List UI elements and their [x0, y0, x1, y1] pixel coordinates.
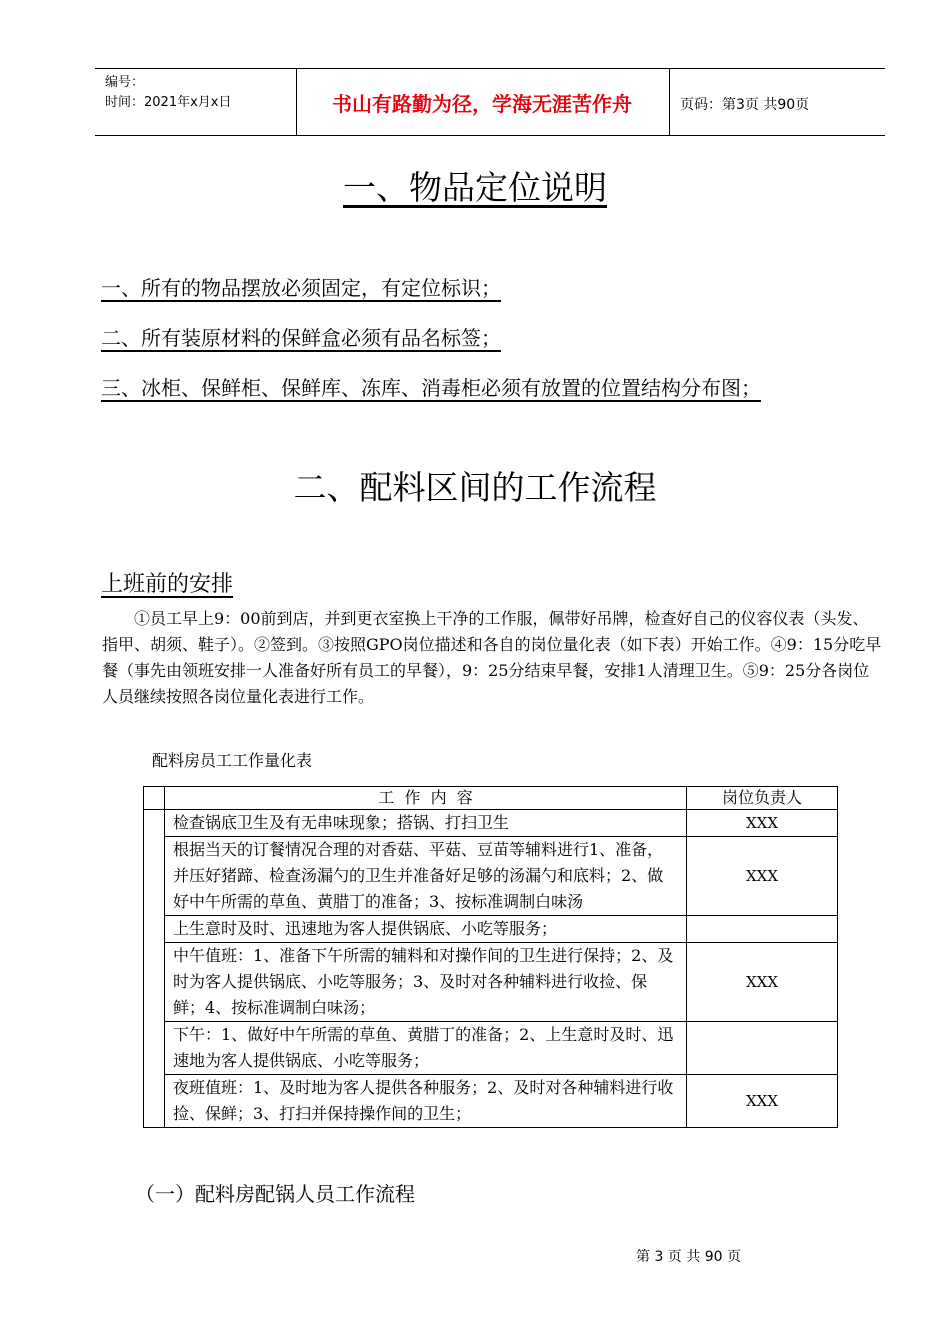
- table-header-person: 岗位负责人: [687, 787, 838, 810]
- table-row: [144, 1022, 838, 1075]
- table-cell-person: XXX: [687, 943, 838, 1022]
- table-cell-person: XXX: [687, 810, 838, 837]
- header-meta: [105, 73, 295, 113]
- table-index-cell: [144, 810, 165, 1128]
- header-motto: 书山有路勤为径，学海无涯苦作舟: [332, 91, 632, 116]
- table-cell-person: XXX: [687, 837, 838, 916]
- rule-item: 三、冰柜、保鲜柜、保鲜库、冻库、消毒柜必须有放置的位置结构分布图；: [101, 376, 761, 400]
- table-cell-content: 下午：1、做好中午所需的草鱼、黄腊丁的准备；2、上生意时及时、迅速地为客人提供锅底、小吃等服务；: [165, 1022, 687, 1075]
- table-cell-content: 检查锅底卫生及有无串味现象；搭锅、打扫卫生: [165, 810, 687, 837]
- table-row: [144, 943, 838, 1022]
- table-index-header: [144, 787, 165, 810]
- table-header-row: [144, 787, 838, 810]
- header-number-label: 编号：: [105, 75, 145, 90]
- page-footer: 第 3 页 共 90 页: [636, 1249, 741, 1265]
- table-cell-person: [687, 1022, 838, 1075]
- table-caption: 配料房员工工作量化表: [152, 751, 313, 770]
- page-title: 一、物品定位说明: [343, 168, 607, 207]
- table-cell-person: [687, 916, 838, 943]
- title-wrap: [0, 162, 950, 209]
- section-title: 二、配料区间的工作流程: [293, 468, 657, 507]
- page-header: [95, 68, 885, 136]
- table-row: [144, 916, 838, 943]
- table-header-content: 工 作 内 容: [165, 787, 687, 810]
- header-divider: [669, 69, 670, 135]
- table-row: [144, 810, 838, 837]
- quantification-table: [143, 786, 838, 1128]
- header-page-label: 页码：第3页 共90页: [680, 97, 810, 113]
- table-cell-person: XXX: [687, 1075, 838, 1128]
- subsection2-title: （一）配料房配锅人员工作流程: [135, 1182, 415, 1206]
- header-time-label: 时间：2021年x月x日: [105, 95, 232, 110]
- table-cell-content: 根据当天的订餐情况合理的对香菇、平菇、豆苗等辅料进行1、准备，并压好猪蹄、检查汤漏勺的卫生并准备好足够的汤漏勺和底料；2、做好中午所需的草鱼、黄腊丁的准备；3、按标准调制白味汤: [165, 837, 687, 916]
- procedure-paragraph: ①员工早上9：00前到店，并到更衣室换上干净的工作服，佩带好吊牌，检查好自己的仪容仪表（头发、指甲、胡须、鞋子）。②签到。③按照GPO岗位描述和各自的岗位量化表（如下表）开始工作。④9：15分吃早餐（事先由领班安排一人准备好所有员工的早餐），9：25分结束早餐，安排1人清理卫生。⑤9：25分各岗位人员继续按照各岗位量化表进行工作。: [102, 609, 882, 706]
- table-row: [144, 1075, 838, 1128]
- subsection-title: 上班前的安排: [101, 572, 234, 597]
- rule-item: 一、所有的物品摆放必须固定，有定位标识；: [101, 276, 501, 300]
- table-row: [144, 837, 838, 916]
- table-cell-content: 上生意时及时、迅速地为客人提供锅底、小吃等服务；: [165, 916, 687, 943]
- rule-item: 二、所有装原材料的保鲜盒必须有品名标签；: [101, 326, 501, 350]
- table-cell-content: 夜班值班：1、及时地为客人提供各种服务；2、及时对各种辅料进行收捡、保鲜；3、打扫并保持操作间的卫生；: [165, 1075, 687, 1128]
- table-cell-content: 中午值班：1、准备下午所需的辅料和对操作间的卫生进行保持；2、及时为客人提供锅底、小吃等服务；3、及时对各种辅料进行收捡、保鲜；4、按标准调制白味汤；: [165, 943, 687, 1022]
